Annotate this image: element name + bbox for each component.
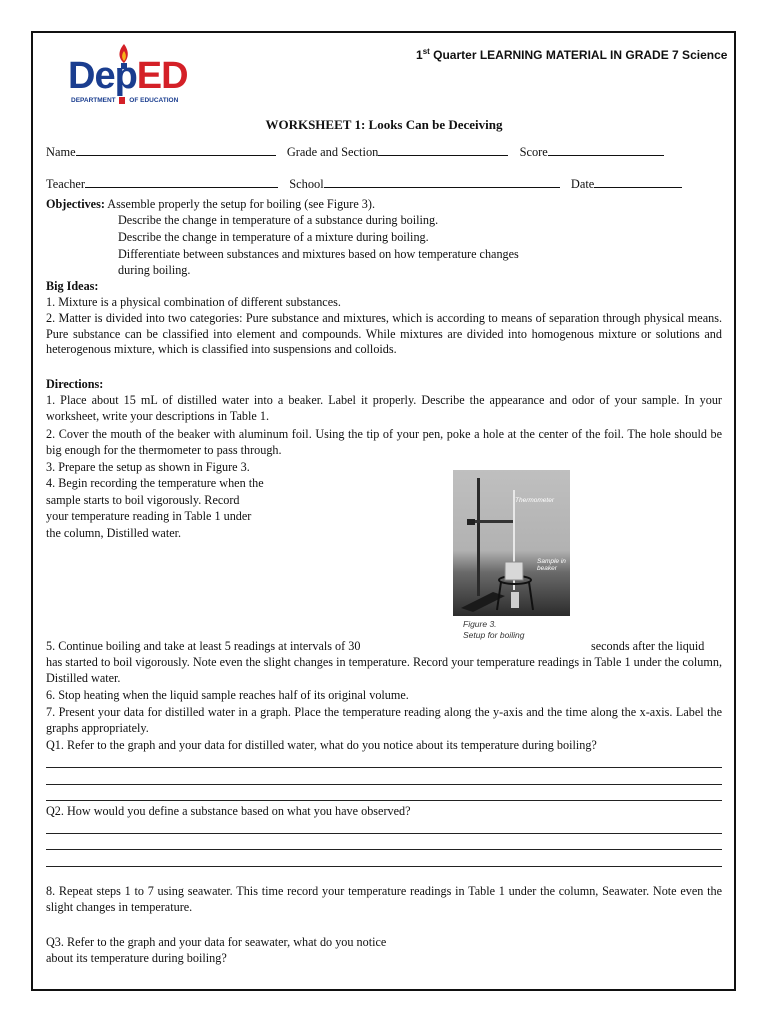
step-7: 7. Present your data for distilled water in a graph. Place the temperature reading along the y-axis and the time along the x-axis. Label the graphs appropriately. — [46, 705, 722, 735]
boiling-setup-photo — [453, 470, 570, 616]
question-3-line-1: Q3. Refer to the graph and your data for seawater, what do you notice — [46, 935, 387, 949]
date-blank[interactable] — [594, 175, 682, 188]
objective-item: during boiling. — [118, 263, 191, 277]
question-2: Q2. How would you define a substance based on what you have observed? — [46, 804, 411, 818]
fields-row-1 — [46, 143, 664, 160]
big-idea-2: 2. Matter is divided into two categories: Pure substance and mixtures, which is according to means of separation through physical means. Pure substance can be classified into element and compounds. While mixtures are divided into homogenous mixture or solutions and heterogenous mixture, which is classified into suspensions and colloids. — [46, 311, 722, 357]
fields-row-2 — [46, 175, 682, 192]
deped-logo — [68, 42, 208, 106]
quarter-heading: 1st Quarter LEARNING MATERIAL IN GRADE 7 Science — [416, 47, 728, 62]
teacher-blank[interactable] — [85, 175, 278, 188]
logo-dep: Dep — [68, 55, 137, 97]
objective-item: Differentiate between substances and mixtures based on how temperature changes — [118, 247, 519, 261]
school-blank[interactable] — [324, 175, 560, 188]
directions-heading: Directions: — [46, 377, 104, 391]
name-label: Name — [46, 145, 76, 159]
answer-line[interactable] — [46, 866, 722, 867]
logo-subtitle-right: OF EDUCATION — [129, 97, 179, 105]
big-ideas-heading: Big Ideas: — [46, 279, 99, 293]
teacher-label: Teacher — [46, 177, 86, 191]
sample-label: Sample in beaker — [537, 558, 566, 572]
answer-line[interactable] — [46, 849, 722, 850]
step-5-first: 5. Continue boiling and take at least 5 readings at intervals of 30 — [46, 639, 361, 653]
setup-illustration — [453, 470, 570, 616]
thermometer-label: Thermometer — [515, 497, 555, 504]
step-5-rest: has started to boil vigorously. Note even the slight changes in temperature. Record your temperature readings in Table 1 under the column, Distilled water. — [46, 655, 722, 685]
logo-subtitle-left: DEPARTMENT — [71, 97, 116, 105]
school-label: School — [289, 177, 324, 191]
question-3-line-2: about its temperature during boiling? — [46, 951, 227, 965]
date-label: Date — [570, 177, 595, 191]
score-label: Score — [519, 145, 548, 159]
logo-ed: ED — [136, 55, 188, 97]
name-blank[interactable] — [76, 143, 276, 156]
objectives-first-line: Objectives: Assemble properly the setup for boiling (see Figure 3). — [46, 197, 375, 211]
objective-item: Describe the change in temperature of a substance during boiling. — [118, 213, 439, 227]
step-5-first-right: seconds after the liquid — [591, 639, 705, 653]
objective-item: Describe the change in temperature of a mixture during boiling. — [118, 230, 429, 244]
answer-line[interactable] — [46, 800, 722, 801]
answer-line[interactable] — [46, 784, 722, 785]
answer-line[interactable] — [46, 833, 722, 834]
worksheet-title: WORKSHEET 1: Looks Can be Deceiving — [265, 117, 503, 132]
answer-line[interactable] — [46, 767, 722, 768]
figure-caption: Figure 3. Setup for boiling — [463, 619, 525, 640]
step-6: 6. Stop heating when the liquid sample reaches half of its original volume. — [46, 688, 409, 702]
step-3: 3. Prepare the setup as shown in Figure 3. — [46, 460, 250, 474]
step-4-line: your temperature reading in Table 1 under — [46, 509, 252, 523]
grade-section-blank[interactable] — [378, 143, 508, 156]
step-2: 2. Cover the mouth of the beaker with aluminum foil. Using the tip of your pen, poke a hole at the center of the foil. The hole should be big enough for the thermometer to pass through. — [46, 427, 722, 457]
step-4-line: sample starts to boil vigorously. Record — [46, 493, 240, 507]
score-blank[interactable] — [548, 143, 664, 156]
step-4-line: the column, Distilled water. — [46, 526, 182, 540]
grade-section-label: Grade and Section — [286, 145, 379, 159]
step-4-line: 4. Begin recording the temperature when the — [46, 476, 264, 490]
big-idea-1: 1. Mixture is a physical combination of different substances. — [46, 295, 341, 309]
question-1: Q1. Refer to the graph and your data for distilled water, what do you notice about its temperature during boiling? — [46, 738, 597, 752]
step-1: 1. Place about 15 mL of distilled water into a beaker. Label it properly. Describe the appearance and odor of your sample. In your worksheet, write your descriptions in Table 1. — [46, 393, 722, 423]
step-8: 8. Repeat steps 1 to 7 using seawater. This time record your temperature readings in Table 1 under the column, Seawater. Note even the slight changes in temperature. — [46, 884, 722, 914]
